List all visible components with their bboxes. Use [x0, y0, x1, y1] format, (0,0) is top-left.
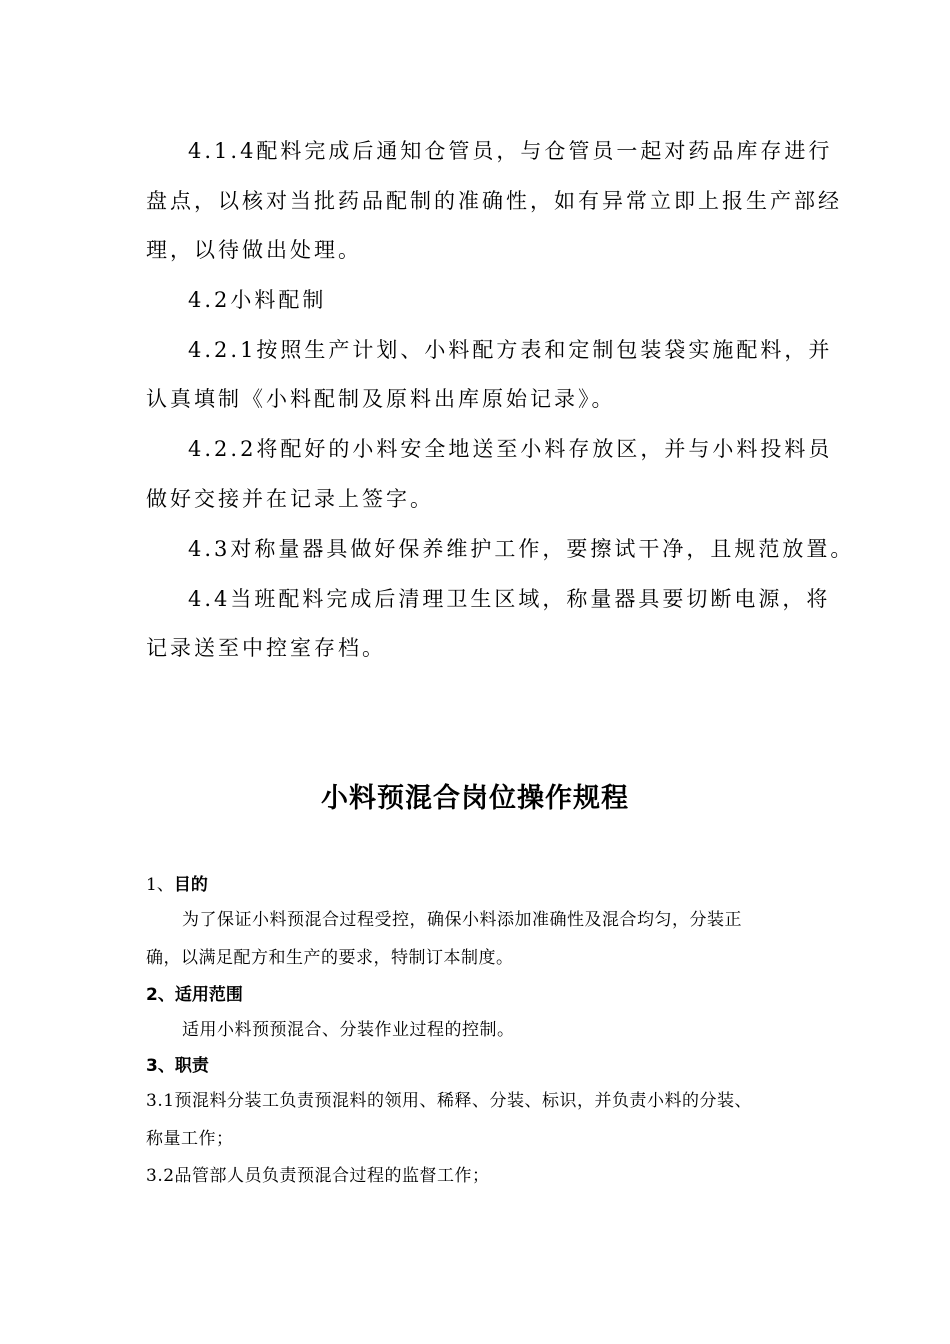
heading-3: 3、职责 [146, 1056, 209, 1076]
duty-3-2: 3.2品管部人员负责预混合过程的监督工作； [146, 1166, 490, 1186]
heading-1-text: 目的 [173, 875, 208, 895]
para-4-2-2-line2: 做好交接并在记录上签字。 [146, 487, 434, 511]
para-4-1-4-line3: 理，以待做出处理。 [146, 238, 362, 262]
para-4-2-1-line2: 认真填制《小料配制及原料出库原始记录》。 [146, 387, 616, 411]
para-4-3: 4.3对称量器具做好保养维护工作，要擦试干净，且规范放置。 [188, 537, 855, 561]
heading-2: 2、适用范围 [146, 985, 243, 1005]
heading-4-2: 4.2小料配制 [188, 288, 327, 312]
duty-3-1-line2: 称量工作； [146, 1129, 234, 1149]
para-4-1-4-line1: 4.1.4配料完成后通知仓管员，与仓管员一起对药品库存进行 [188, 139, 833, 163]
purpose-line1: 为了保证小料预混合过程受控，确保小料添加准确性及混合均匀，分装正 [182, 910, 742, 930]
purpose-line2: 确，以满足配方和生产的要求，特制订本制度。 [146, 948, 514, 968]
duty-3-1-line1: 3.1预混料分装工负责预混料的领用、稀释、分装、标识，并负责小料的分装、 [146, 1091, 753, 1111]
scope-text: 适用小料预预混合、分装作业过程的控制。 [182, 1020, 515, 1040]
para-4-4-line2: 记录送至中控室存档。 [146, 636, 386, 660]
para-4-4-line1: 4.4当班配料完成后清理卫生区域，称量器具要切断电源，将 [188, 587, 831, 611]
heading-1 [146, 877, 208, 894]
heading-1-number: 1、 [146, 875, 174, 895]
page-title: 小料预混合岗位操作规程 [321, 783, 629, 814]
para-4-1-4-line2: 盘点，以核对当批药品配制的准确性，如有异常立即上报生产部经 [146, 189, 842, 213]
para-4-2-2-line1: 4.2.2将配好的小料安全地送至小料存放区，并与小料投料员 [188, 437, 833, 461]
para-4-2-1-line1: 4.2.1按照生产计划、小料配方表和定制包装袋实施配料，并 [188, 338, 833, 362]
